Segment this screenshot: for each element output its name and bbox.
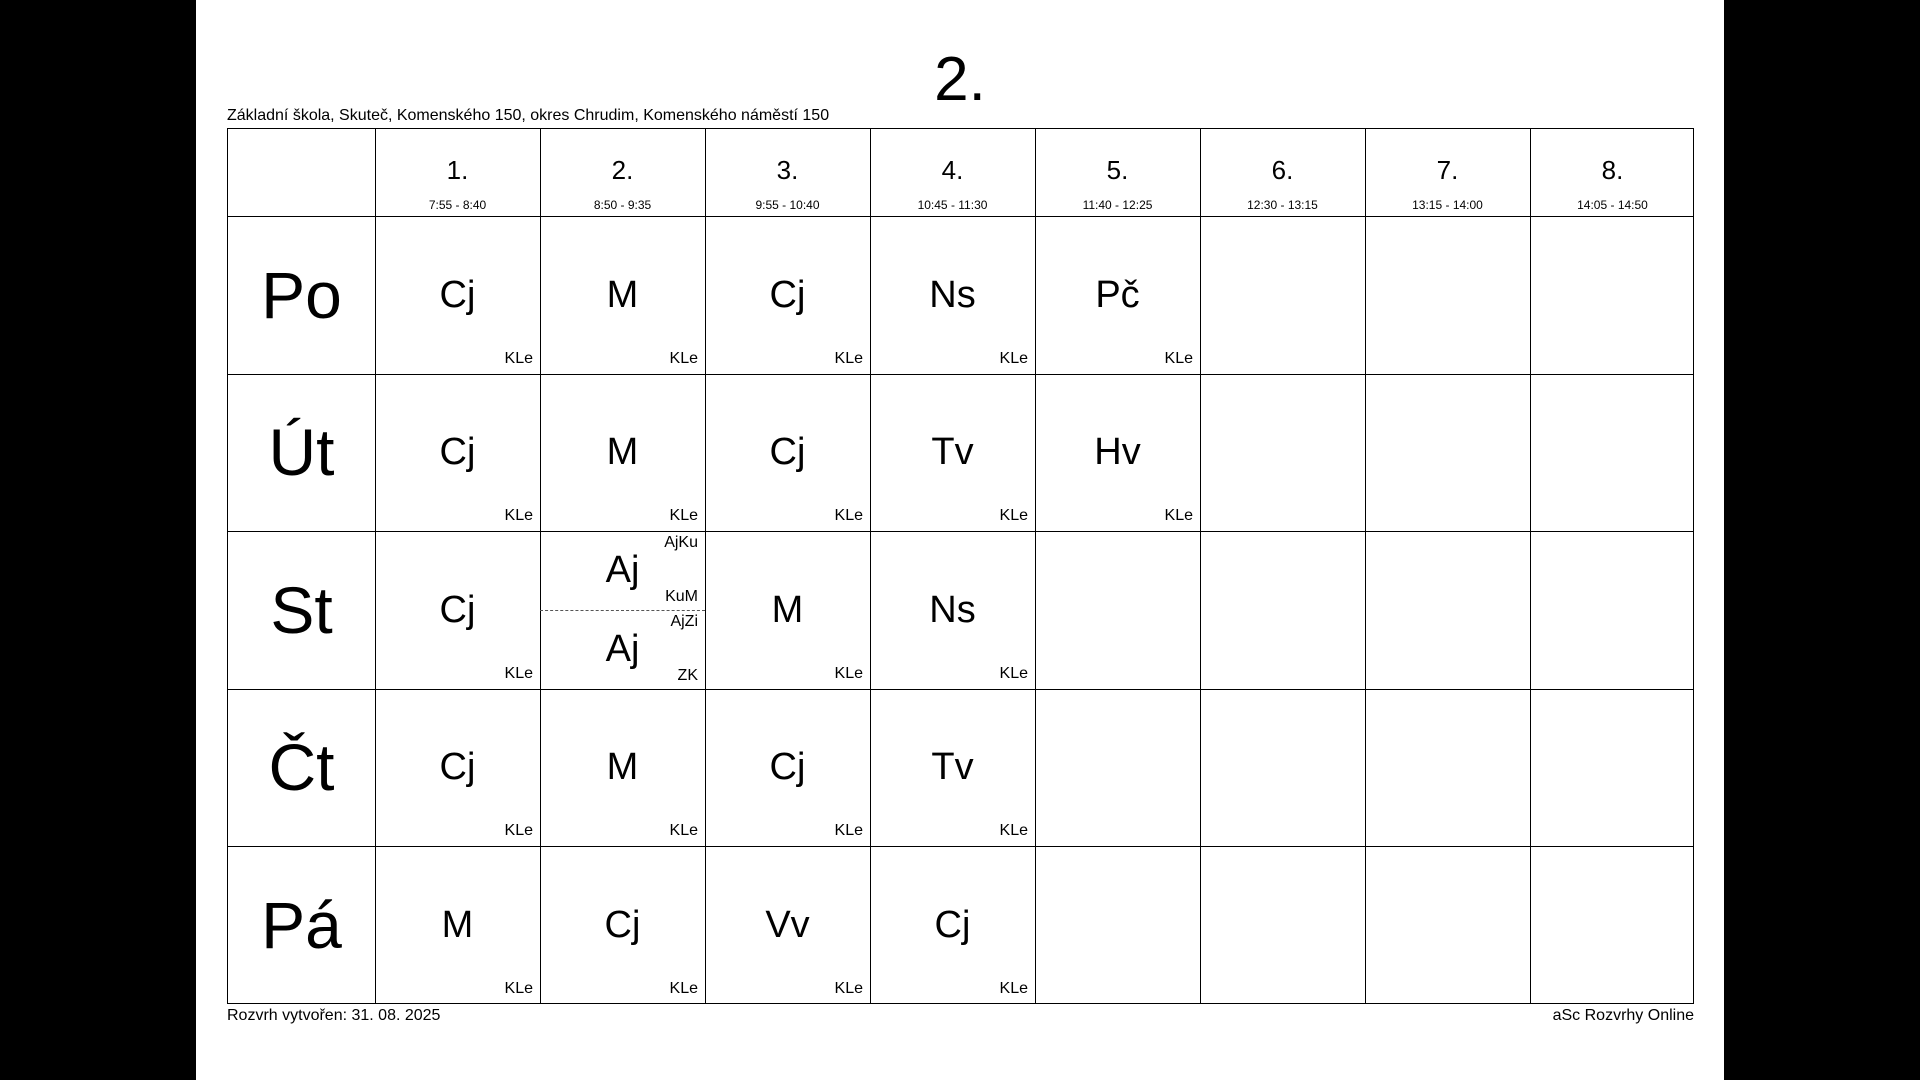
lesson-subject: Tv bbox=[931, 431, 974, 474]
lesson-teacher: KLe bbox=[834, 349, 863, 367]
lesson-subject: Cj bbox=[769, 746, 806, 789]
brand-label: aSc Rozvrhy Online bbox=[1552, 1007, 1694, 1024]
lesson-group-name: AjZi bbox=[670, 612, 698, 630]
period-number: 1. bbox=[446, 155, 469, 185]
lesson-cell[interactable] bbox=[540, 846, 705, 1004]
lesson-teacher: KLe bbox=[999, 822, 1028, 839]
period-header bbox=[1035, 129, 1200, 216]
lesson-cell[interactable] bbox=[375, 374, 540, 532]
period-time: 11:40 - 12:25 bbox=[1082, 198, 1153, 212]
day-label: St bbox=[270, 572, 333, 647]
lesson-subject: Cj bbox=[439, 588, 476, 631]
lesson-teacher: KLe bbox=[999, 507, 1028, 524]
lesson-cell[interactable] bbox=[870, 531, 1035, 689]
day-label: Po bbox=[261, 257, 342, 332]
lesson-group[interactable] bbox=[540, 531, 705, 610]
lesson-subject: Hv bbox=[1094, 431, 1141, 474]
lesson-subject: Aj bbox=[605, 628, 640, 671]
lesson-subject: M bbox=[606, 431, 639, 474]
lesson-subject: Cj bbox=[439, 431, 476, 474]
period-header bbox=[870, 129, 1035, 216]
lesson-cell[interactable] bbox=[705, 689, 870, 847]
lesson-subject: Cj bbox=[439, 273, 476, 316]
lesson-cell[interactable] bbox=[1035, 216, 1200, 374]
lesson-subject: Cj bbox=[934, 903, 971, 946]
period-number: 5. bbox=[1106, 155, 1129, 185]
group-divider bbox=[540, 610, 705, 611]
lesson-cell[interactable] bbox=[540, 689, 705, 847]
lesson-subject: M bbox=[606, 273, 639, 316]
lesson-cell[interactable] bbox=[705, 531, 870, 689]
lesson-teacher: KLe bbox=[669, 349, 698, 367]
grid-column-line bbox=[1530, 129, 1531, 1003]
lesson-teacher: KLe bbox=[834, 664, 863, 682]
lesson-teacher: KLe bbox=[504, 664, 533, 682]
lesson-teacher: KLe bbox=[504, 349, 533, 367]
period-time: 7:55 - 8:40 bbox=[428, 198, 487, 212]
lesson-cell[interactable] bbox=[870, 689, 1035, 847]
lesson-cell[interactable] bbox=[540, 531, 705, 689]
lesson-subject: Tv bbox=[931, 746, 974, 789]
lesson-subject: Ns bbox=[929, 273, 976, 316]
lesson-teacher: KLe bbox=[504, 507, 533, 524]
lesson-group[interactable] bbox=[540, 610, 705, 689]
period-time: 13:15 - 14:00 bbox=[1412, 198, 1483, 212]
class-title: 2. bbox=[934, 45, 986, 114]
lesson-subject: M bbox=[771, 588, 804, 631]
lesson-teacher: KLe bbox=[999, 349, 1028, 367]
lesson-cell[interactable] bbox=[705, 216, 870, 374]
period-header bbox=[540, 129, 705, 216]
lesson-subject: Cj bbox=[769, 431, 806, 474]
period-number: 3. bbox=[776, 155, 799, 185]
grid-column-line bbox=[1365, 129, 1366, 1003]
timetable-sheet bbox=[196, 0, 1724, 1080]
timetable-grid bbox=[227, 128, 1694, 1004]
period-number: 7. bbox=[1436, 155, 1459, 185]
period-number: 8. bbox=[1601, 155, 1624, 185]
period-time: 10:45 - 11:30 bbox=[917, 198, 988, 212]
lesson-cell[interactable] bbox=[870, 216, 1035, 374]
period-header bbox=[375, 129, 540, 216]
lesson-cell[interactable] bbox=[375, 689, 540, 847]
lesson-subject: Pč bbox=[1095, 273, 1140, 316]
period-number: 6. bbox=[1271, 155, 1294, 185]
lesson-teacher: KLe bbox=[834, 822, 863, 839]
lesson-teacher: KLe bbox=[669, 979, 698, 997]
lesson-teacher: KLe bbox=[834, 507, 863, 524]
lesson-teacher: KLe bbox=[1164, 507, 1193, 524]
lesson-subject: Cj bbox=[439, 746, 476, 789]
lesson-teacher: ZK bbox=[677, 666, 698, 684]
lesson-cell[interactable] bbox=[540, 216, 705, 374]
day-label: Čt bbox=[268, 730, 335, 805]
period-number: 4. bbox=[941, 155, 964, 185]
lesson-subject: Aj bbox=[605, 549, 640, 592]
school-name: Základní škola, Skuteč, Komenského 150, okres Chrudim, Komenského náměstí 150 bbox=[227, 107, 830, 124]
created-date: Rozvrh vytvořen: 31. 08. 2025 bbox=[227, 1007, 441, 1024]
lesson-cell[interactable] bbox=[375, 216, 540, 374]
lesson-cell[interactable] bbox=[705, 846, 870, 1004]
lesson-subject: Ns bbox=[929, 588, 976, 631]
lesson-group-name: AjKu bbox=[664, 534, 698, 551]
lesson-subject: Cj bbox=[604, 903, 641, 946]
lesson-teacher: KLe bbox=[669, 822, 698, 839]
period-time: 14:05 - 14:50 bbox=[1577, 198, 1648, 212]
lesson-cell[interactable] bbox=[870, 374, 1035, 532]
lesson-cell[interactable] bbox=[375, 531, 540, 689]
period-header bbox=[1200, 129, 1365, 216]
lesson-subject: M bbox=[441, 903, 474, 946]
period-time: 8:50 - 9:35 bbox=[593, 198, 652, 212]
lesson-teacher: KuM bbox=[665, 587, 698, 605]
period-time: 9:55 - 10:40 bbox=[755, 198, 820, 212]
lesson-cell[interactable] bbox=[705, 374, 870, 532]
lesson-teacher: KLe bbox=[504, 822, 533, 839]
period-header bbox=[1365, 129, 1530, 216]
period-time: 12:30 - 13:15 bbox=[1247, 198, 1318, 212]
lesson-teacher: KLe bbox=[669, 507, 698, 524]
lesson-cell[interactable] bbox=[1035, 374, 1200, 532]
day-label: Pá bbox=[261, 887, 342, 962]
lesson-teacher: KLe bbox=[999, 664, 1028, 682]
period-number: 2. bbox=[611, 155, 634, 185]
lesson-cell[interactable] bbox=[375, 846, 540, 1004]
lesson-teacher: KLe bbox=[1164, 349, 1193, 367]
lesson-cell[interactable] bbox=[540, 374, 705, 532]
lesson-subject: Cj bbox=[769, 273, 806, 316]
lesson-cell[interactable] bbox=[870, 846, 1035, 1004]
day-label: Út bbox=[268, 415, 335, 490]
lesson-teacher: KLe bbox=[834, 979, 863, 997]
grid-column-line bbox=[1200, 129, 1201, 1003]
period-header bbox=[705, 129, 870, 216]
lesson-teacher: KLe bbox=[999, 979, 1028, 997]
lesson-subject: Vv bbox=[765, 903, 810, 946]
lesson-subject: M bbox=[606, 746, 639, 789]
lesson-teacher: KLe bbox=[504, 979, 533, 997]
period-header bbox=[1530, 129, 1695, 216]
